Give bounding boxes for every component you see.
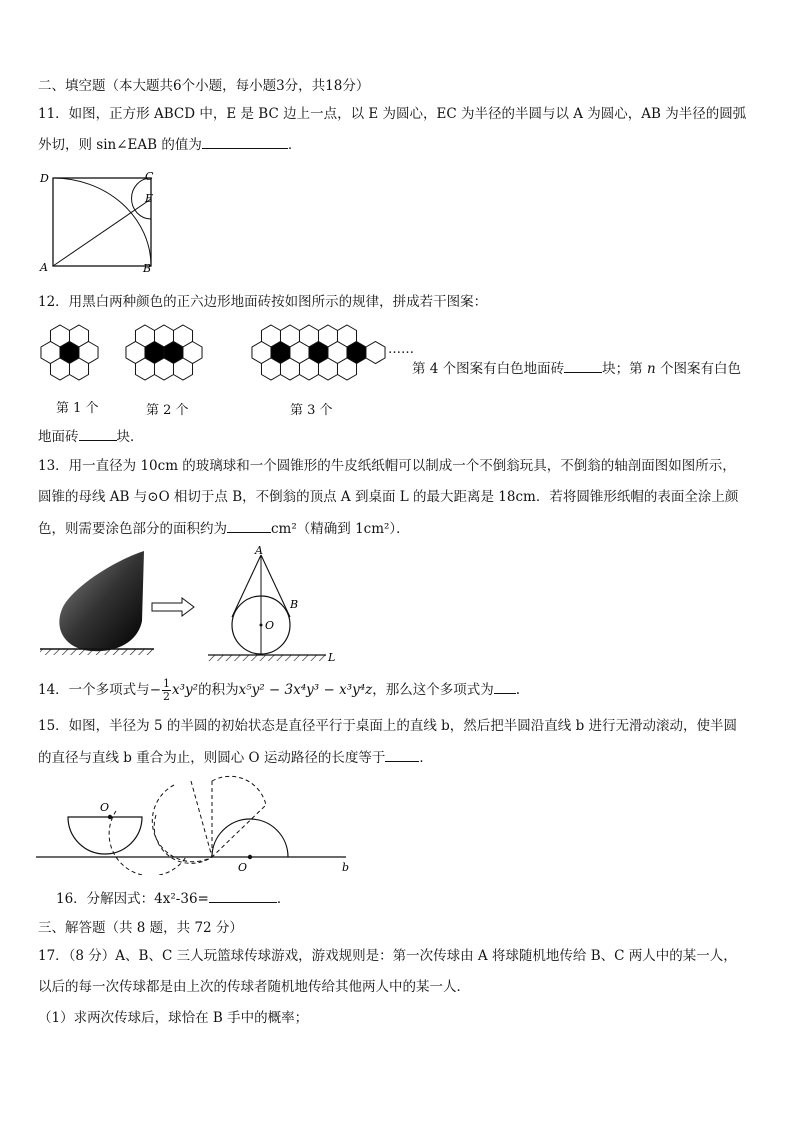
q12-n: n — [646, 361, 656, 377]
q15-label-o-1: O — [100, 801, 110, 814]
section-2-title: 二、填空题（本大题共6个小题，每小题3分，共18分） — [38, 78, 370, 94]
q17-line-2: 以后的每一次传球都是由上次的传球者随机地传给其他两人中的某一人． — [38, 979, 470, 995]
q12-dots: …… — [388, 342, 414, 357]
q12-q-part1: 第 4 个图案有白色地面砖 — [412, 361, 565, 377]
q11-line-2 — [38, 134, 764, 155]
q12-q-part3: 个图案有白色 — [659, 361, 741, 377]
q12-line3a: 地面砖 — [38, 429, 79, 445]
q17-line-1: 17．（8 分）A、B、C 三人玩篮球传球游戏，游戏规则是：第一次传球由 A 将球随机地传给 B、C 两人中的某一人， — [38, 948, 737, 964]
q12-line3b: 块． — [116, 429, 144, 445]
q16-blank[interactable] — [209, 888, 277, 903]
q12-question — [412, 357, 741, 377]
arrow-icon — [152, 598, 194, 616]
q13-line3b: cm²（精确到 1cm²）． — [271, 521, 410, 537]
q14-monomial: x³y² — [172, 682, 199, 698]
q14-product: x⁵y² − 3x⁴y³ − x³y⁴z — [238, 682, 373, 698]
q12-line-1: 12．用黑白两种颜色的正六边形地面砖按如图所示的规律，拼成若干图案： — [38, 294, 488, 310]
q17-part-1: （1）求两次传球后，球恰在 B 手中的概率； — [38, 1010, 309, 1026]
q13-label-o: O — [265, 619, 275, 632]
q11-label-b: B — [143, 262, 152, 275]
q14-frac-num: 1 — [163, 677, 170, 690]
q14-minus: − — [149, 682, 161, 698]
q15-rolling-semicircle-figure — [36, 775, 356, 875]
q14-suffix: ，那么这个多项式为 — [372, 682, 494, 698]
q11-label-d: D — [40, 172, 49, 185]
q12-blank-2[interactable] — [79, 426, 117, 441]
q15-line2a: 的直径与直线 b 重合为止，则圆心 O 运动路径的长度等于 — [38, 750, 386, 766]
q13-label-l: L — [328, 651, 336, 664]
q16-line — [56, 888, 764, 909]
pattern-1 — [41, 325, 98, 380]
q13-line-1: 13．用一直径为 10cm 的玻璃球和一个圆锥形的牛皮纸纸帽可以制成一个不倒翁玩具，不倒翁的轴剖面图如图所示， — [38, 458, 736, 474]
q12-blank-1[interactable] — [564, 358, 602, 373]
section-3-title: 三、解答题（共 8 题，共 72 分） — [38, 920, 243, 936]
q11-text: 外切，则 sin∠EAB 的值为 — [38, 137, 202, 153]
q12-q-part2: 块；第 — [602, 361, 643, 377]
q15-label-b: b — [342, 861, 350, 874]
q12-line-3 — [38, 426, 764, 447]
q13-line3a: 色，则需要涂色部分的面积约为 — [38, 521, 227, 537]
q14-end: . — [515, 682, 521, 698]
q13-blank[interactable] — [227, 518, 271, 533]
q16-end: ． — [276, 891, 291, 907]
q12-hexagon-patterns — [36, 318, 396, 398]
q11-label-c: C — [145, 170, 154, 183]
q13-label-a: A — [255, 545, 263, 557]
q11-square-figure — [36, 168, 166, 278]
q11-line-1: 11．如图，正方形 ABCD 中，E 是 BC 边上一点，以 E 为圆心，EC 为半径的半圆与以 A 为圆心，AB 为半径的圆弧 — [38, 106, 747, 122]
q14-line — [38, 678, 764, 703]
q12-caption-3: 第 3 个 — [290, 403, 333, 418]
q13-line-2: 圆锥的母线 AB 与⊙O 相切于点 B，不倒翁的顶点 A 到桌面 L 的最大距离是 18cm．若将圆锥形纸帽的表面全涂上颜 — [38, 489, 739, 505]
q16-text: 16．分解因式：4x²-36= — [56, 891, 209, 907]
q11-label-a: A — [40, 261, 48, 274]
q13-line-3 — [38, 518, 764, 539]
q13-tumbler-figure — [36, 545, 356, 665]
tumbler-shape — [59, 551, 144, 651]
q11-answer-blank[interactable] — [202, 134, 288, 149]
q12-caption-2: 第 2 个 — [146, 403, 189, 418]
q14-blank[interactable] — [494, 679, 516, 694]
q13-label-b: B — [290, 598, 299, 611]
pattern-3 — [252, 325, 385, 380]
q15-line-1: 15．如图，半径为 5 的半圆的初始状态是直径平行于桌面上的直线 b，然后把半圆沿直线 b 进行无滑动滚动，使半圆 — [38, 718, 738, 734]
q14-prefix: 14．一个多项式与 — [38, 682, 150, 698]
q15-line-2 — [38, 747, 764, 768]
q12-caption-1: 第 1 个 — [56, 401, 99, 416]
pattern-2 — [126, 325, 202, 380]
q14-middle: 的积为 — [198, 682, 239, 698]
q14-frac-den: 2 — [163, 690, 170, 703]
q15-label-o-2: O — [238, 861, 248, 874]
q11-label-e: E — [145, 192, 154, 205]
q15-line2b: ． — [419, 750, 433, 766]
q11-end: ． — [287, 137, 302, 153]
q15-blank[interactable] — [385, 747, 419, 762]
q14-fraction — [162, 678, 171, 703]
